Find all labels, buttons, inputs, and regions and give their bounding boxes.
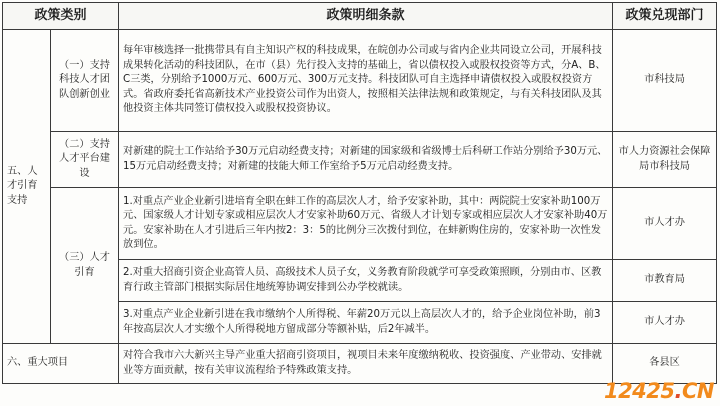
table-row <box>3 188 717 260</box>
category-talent: 五、人才引育支持 <box>3 30 51 344</box>
detail-major-project: 对符合我市六大新兴主导产业重大招商引资项目，视项目未来年度缴纳税收、投资强度、产业带动、安排就业等方面贡献，按有关审议流程给予特殊政策支持。 <box>119 344 613 384</box>
dept-talent-intro-2: 市教育局 <box>613 260 717 302</box>
detail-talent-intro-1: 1.对重点产业企业新引进培育全职在蚌工作的高层次人才，给予安家补助，其中：两院院士安家补助100万元、国家级人才计划专家或相应层次人才安家补助60万元、省级人才计划专家或相应层次人才安家补助40万元。安家补助在人才引进后三年内按2：3：5的比例分三次拨付到位，在蚌新购住房的，安家补助一次性发放到位。 <box>119 188 613 260</box>
detail-tech-team: 每年审核选择一批携带具有自主知识产权的科技成果，在皖创办公司或与省内企业共同设立公司，开展科技成果转化活动的科技团队，在市（县）先行投入支持的基础上，省以债权投入或股权投资等方式，分A、B、C三类，分别给予1000万元、600万元、300万元支持。科技团队可自主选择申请债权投入或股权投资方式。省政府委托省高新技术产业投资公司作为出资人，按照相关法律法规和政策规定，与有关科技团队及其他投资主体共同签订债权投入或股权投资协议。 <box>119 30 613 132</box>
watermark-dot: . <box>674 379 682 403</box>
category-major-project: 六、重大项目 <box>3 344 119 384</box>
dept-talent-platform: 市人力资源社会保障局市科技局 <box>613 132 717 188</box>
subcategory-tech-team: （一）支持科技人才团队创新创业 <box>51 30 119 132</box>
header-row <box>3 3 717 30</box>
watermark-prefix: 12425 <box>603 379 675 403</box>
header-category: 政策类别 <box>3 3 119 30</box>
subcategory-talent-platform: （二）支持人才平台建设 <box>51 132 119 188</box>
dept-major-project: 各县区 <box>613 344 717 384</box>
dept-tech-team: 市科技局 <box>613 30 717 132</box>
table-row <box>3 344 717 384</box>
detail-talent-platform: 对新建的院士工作站给予30万元启动经费支持；对新建的国家级和省级博士后科研工作站分别给予30万元、15万元启动经费支持；对新建的技能大师工作室给予5万元启动经费支持。 <box>119 132 613 188</box>
header-department: 政策兑现部门 <box>613 3 717 30</box>
detail-talent-intro-3: 3.对重点产业企业新引进在我市缴纳个人所得税、年薪20万元以上高层次人才的，给予企业岗位补助，前3年按高层次人才实缴个人所得税地方留成部分等额补贴，后2年减半。 <box>119 302 613 344</box>
table-row <box>3 132 717 188</box>
detail-talent-intro-2: 2.对重大招商引资企业高管人员、高级技术人员子女，义务教育阶段就学可享受政策照顾，分别由市、区教育行政主管部门根据实际居住地统筹协调安排到公办学校就读。 <box>119 260 613 302</box>
subcategory-talent-intro: （三）人才引育 <box>51 188 119 344</box>
table-row <box>3 30 717 132</box>
dept-talent-intro-3: 市人才办 <box>613 302 717 344</box>
policy-table <box>2 2 717 384</box>
header-detail: 政策明细条款 <box>119 3 613 30</box>
watermark-suffix: CN <box>682 379 714 403</box>
dept-talent-intro-1: 市人才办 <box>613 188 717 260</box>
watermark-logo <box>604 379 714 403</box>
